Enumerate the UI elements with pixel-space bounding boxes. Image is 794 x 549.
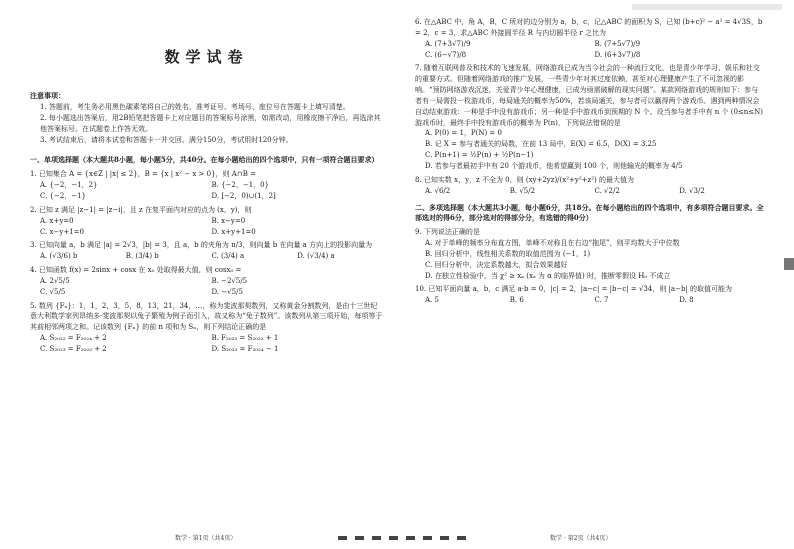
page-1-footer: 数学 · 第1页（共4页） xyxy=(175,534,237,542)
option-a: A. 对于单峰的频率分布直方图，单峰不对称且在右边“拖尾”，则平均数大于中位数 xyxy=(425,239,680,248)
question-6-options xyxy=(415,39,764,61)
question-3-stem: 3. 已知向量 a，b 满足 |a| = 2√3，|b| = 3，且 a，b 的夹角为 π/3，则向量 b 在向量 a 方向上的投影向量为 xyxy=(30,241,373,250)
option-d: D. (6+3√7)/8 xyxy=(594,50,641,59)
question-9 xyxy=(415,227,764,281)
question-10 xyxy=(415,284,764,306)
option-c: C. (6−√7)/8 xyxy=(425,50,467,59)
exam-title: 数学试卷 xyxy=(164,48,249,66)
question-7-stem: 7. 随着互联网普及和技术的飞速发展，网络游戏已成为当今社会的一种流行文化，也是青少年学习、娱乐和社交的重要方式。但随着网络游戏的推广发展，一些青少年对其过度依赖，甚至对心理健康产生了不可忽视的影响。“预防网络游戏沉迷，关爱青少年心理健康，已成为亟需破解的现实问题”。某款网络游戏的规则如下：参与者有一局需投一枚游戏币，每局通关的概率为50%，若该局通关，参与者可以赢得两个游戏币。遇到两种情况会自动结束游戏：一种是手中没有游戏币；另一种是手中游戏币到预期的 N 个。设当参与者手中有 n 个 (0≤n≤N) 游戏币时，最终手中投有游戏币的概率为 P(n)，下列说法错误的是 xyxy=(415,64,764,127)
question-1-options xyxy=(30,180,383,202)
question-3 xyxy=(30,240,383,262)
question-10-options xyxy=(415,295,764,306)
question-8-stem: 8. 已知实数 x，y，z 不全为 0，则 (xy+2yz)/(x²+y²+z²) 的最大值为 xyxy=(415,175,634,184)
option-c: C. √5/5 xyxy=(40,287,66,296)
note-3: 3. 考试结束后，请将本试卷和答题卡一并交回。满分150分，考试用时120分钟。 xyxy=(40,135,293,144)
option-a: A. S₂₀₂₂ = F₂₀₂₄ + 2 xyxy=(40,334,107,343)
question-3-options xyxy=(30,251,383,262)
question-9-stem: 9. 下列说法正确的是 xyxy=(415,228,480,237)
option-b: B. 回归分析中，线性相关系数的取值范围为 (−1，1) xyxy=(425,249,591,258)
option-a: A. (7+3√7)/9 xyxy=(425,39,471,48)
question-5 xyxy=(30,301,383,355)
option-c: C. (3/4) a xyxy=(211,252,245,261)
question-4-stem: 4. 已知函数 f(x) = 2sinx + cosx 在 x₀ 处取得最大值，则 cosx₀ = xyxy=(30,266,242,275)
option-a: A. √6/2 xyxy=(425,186,451,195)
question-7-options xyxy=(415,128,764,171)
option-a: A. 5 xyxy=(425,296,439,305)
question-4 xyxy=(30,265,383,298)
option-b: B. (7+5√7)/9 xyxy=(594,39,641,48)
option-d: D. x+y+1=0 xyxy=(211,227,256,236)
option-c: C. S₂₀₂₃ = F₂₀₂₃ + 2 xyxy=(40,344,107,353)
option-b: B. −2√5/5 xyxy=(211,276,248,285)
note-1: 1. 答题前，考生务必用黑色碳素笔将自己的姓名、准考证号、考场号、座位号在答题卡上填写清楚。 xyxy=(40,103,350,112)
option-a: A. (√3/6) b xyxy=(40,252,78,261)
option-c: C. √2/2 xyxy=(594,186,620,195)
question-8 xyxy=(415,175,764,197)
page-2-footer: 数学 · 第2页（共4页） xyxy=(550,534,612,542)
question-2 xyxy=(30,205,383,238)
notes-heading: 注意事项： xyxy=(30,91,65,101)
section-2-heading: 二、多项选择题（本大题共3小题，每小题6分，共18分。在每小题给出的四个选项中，有多项符合题目要求。全部选对的得6分，部分选对的得部分分，有选错的得0分） xyxy=(415,202,764,223)
option-d: D. (√3/4) a xyxy=(297,252,335,261)
question-5-stem: 5. 数列 {Fₙ}：1，1，2，3，5，8，13，21，34，…，称为斐波那契数列，又称黄金分割数列，是由十三世纪意大利数学家列昂纳多·斐波那契以兔子繁殖为例子而引入，故又称为“兔子数列”。该数列从第三项开始，每项等于其前相邻两项之和。记该数列 {Fₙ} 的前 n 项和为 Sₙ，则下列结论正确的是 xyxy=(30,301,383,332)
option-b: B. {−2，−1，0} xyxy=(211,181,270,190)
question-4-options xyxy=(30,276,383,298)
page-edge-tab xyxy=(784,258,794,270)
option-a: A. {−2，−1，2} xyxy=(40,181,98,190)
option-b: B. 记 X = 参与者通关的局数，在前 13 局中，E(X) = 6.5，D(X) = 3.25 xyxy=(425,140,657,149)
option-c: C. {−2，−1} xyxy=(40,192,87,200)
option-a: A. 2√5/5 xyxy=(40,276,70,285)
option-b: B. (3/4) b xyxy=(125,252,159,261)
mark xyxy=(338,536,347,540)
option-d: D. 若参与者最初手中有 20 个游戏币，他希望赢到 100 个，则他输光的概率为 4/5 xyxy=(425,161,683,170)
option-a: A. P(0) = 1，P(N) = 0 xyxy=(425,129,502,138)
question-2-options xyxy=(30,216,383,238)
option-b: B. x−y=0 xyxy=(211,216,246,225)
option-d: D. [−2，0)∪(1，2] xyxy=(211,192,276,200)
note-2: 2. 每小题选出答案后，用2B铅笔把答题卡上对应题目的答案标号涂黑，如需改动，用橡皮擦干净后，再选涂其他答案标号。在试题卷上作答无效。 xyxy=(40,113,381,133)
question-6-stem: 6. 在△ABC 中，角 A，B，C 所对的边分别为 a，b，c，记△ABC 的面积为 S，已知 (b+c)² − a² = 4√3S，b = 2，c = 3，求△ABC 外接圆半径 R 与内切圆半径 r 之比为 xyxy=(415,18,763,37)
option-a: A. x+y=0 xyxy=(40,216,74,225)
option-c: C. 7 xyxy=(594,296,609,305)
question-1-stem: 1. 已知集合 A = {x∈Z | |x| ≤ 2}，B = {x | x² − x > 0}，则 A∩B = xyxy=(30,170,256,179)
option-c: C. P(n+1) = ½P(n) + ½P(n−1) xyxy=(425,151,534,160)
question-1 xyxy=(30,169,383,202)
question-2-stem: 2. 已知 z 满足 |z−1| = |z−i|，且 z 在复平面内对应的点为 (x，y)，则 xyxy=(30,205,252,214)
option-d: D. 8 xyxy=(679,296,694,305)
question-8-options xyxy=(415,186,764,197)
mark xyxy=(355,536,364,540)
option-b: B. 6 xyxy=(509,296,524,305)
question-6 xyxy=(415,17,764,60)
question-9-options xyxy=(415,238,764,281)
mark xyxy=(372,536,381,540)
option-d: D. 在独立性检验中，当 χ² ≥ xₐ (xₐ 为 α 的临界值) 时，推断零假设 H₀ 不成立 xyxy=(425,271,671,280)
option-c: C. 回归分析中，决定系数越大，拟合效果越好 xyxy=(425,260,568,269)
question-5-options xyxy=(30,333,383,355)
option-d: D. √3/2 xyxy=(679,186,705,195)
section-1-heading: 一、单项选择题（本大题共8小题，每小题5分，共40分。在每小题给出的四个选项中，只有一项符合题目要求） xyxy=(30,155,379,165)
option-c: C. x−y+1=0 xyxy=(40,227,84,236)
question-10-stem: 10. 已知平面向量 a，b，c 满足 a·b = 0，|c| = 2，|a−c| = |b−c| = √34，则 |a−b| 的取值可能为 xyxy=(415,285,733,294)
option-d: D. S₂₀₂₃ = F₂₀₂₄ − 1 xyxy=(211,344,279,353)
page-2 xyxy=(397,0,794,549)
question-7 xyxy=(415,63,764,171)
option-b: B. √5/2 xyxy=(509,186,536,195)
option-b: B. F₂₀₂₃ = S₂₀₂₂ + 1 xyxy=(211,334,279,343)
option-d: D. −√5/5 xyxy=(211,287,243,296)
